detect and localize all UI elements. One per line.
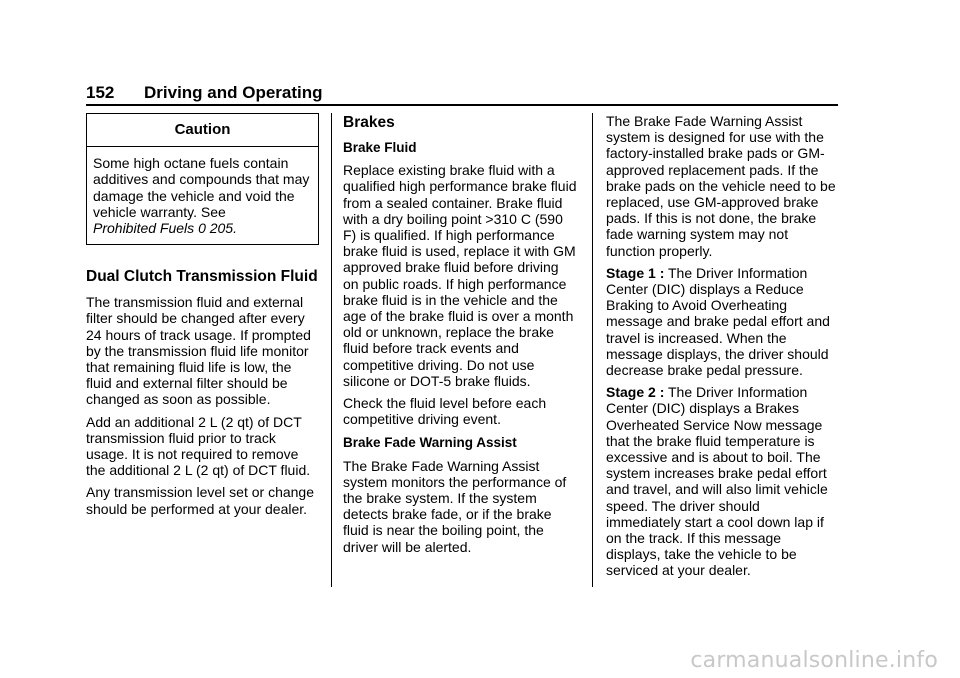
column-divider-2 [592, 113, 593, 587]
column-3 [606, 113, 838, 585]
column-1 [86, 113, 319, 523]
page-reference: 0 205. [198, 220, 237, 237]
brake-fade-subheading: Brake Fade Warning Assist [343, 435, 517, 451]
brake-fluid-subheading: Brake Fluid [343, 140, 417, 155]
paragraph: Replace existing brake fluid with a qualified high performance brake fluid from a sealed container. Brake fluid with a dry boiling point >310 C (590 F) is qualified. If high performance brake fluid is used, replace it with GM approved brake fluid before driving on public roads. If high performance brake fluid is in the vehicle and the age of the brake fluid is over a month old or unknown, replace the brake fluid before track events and competitive driving. Do not use silicone or DOT-5 brake fluids. [343, 162, 577, 389]
paragraph: Add an additional 2 L (2 qt) of DCT transmission fluid prior to track usage. It is not required to remove the additional 2 L (2 qt) of DCT fluid. [86, 413, 311, 479]
caution-text: Some high octane fuels contain additives and compounds that may damage the vehicle and void the vehicle warranty. See [93, 155, 310, 220]
stage-1-text: The Driver Information Center (DIC) displays a Reduce Braking to Avoid Overheating message and brake pedal effort and travel is increased. When the message displays, the driver should decrease brake pedal pressure. [606, 264, 830, 379]
caution-box [86, 113, 319, 245]
paragraph: The Brake Fade Warning Assist system is designed for use with the factory-installed brake pads or GM-approved replacement pads. If the brake pads on the vehicle need to be replaced, use GM-approved brake pads. If this is not done, the brake fade warning system may not function properly. [606, 113, 836, 259]
stage-1-label: Stage 1 : [606, 264, 665, 281]
paragraph: The transmission fluid and external filter should be changed after every 24 hours of track usage. If prompted by the transmission fluid life monitor that remaining fluid life is low, the fluid and external filter should be changed as soon as possible. [86, 294, 311, 408]
stage-2-text: The Driver Information Center (DIC) displays a Brakes Overheated Service Now message that the brake fluid temperature is excessive and is about to boil. The system increases brake pedal effort and travel, and will also limit vehicle speed. The driver should immediately start a cool down lap if on the track. If this message displays, take the vehicle to be serviced at your dealer. [606, 384, 828, 579]
caution-body [87, 147, 318, 244]
stage-1-paragraph [606, 265, 838, 378]
watermark: carmanualsonline.info [690, 648, 938, 673]
prohibited-fuels-link[interactable]: Prohibited Fuels [93, 220, 195, 237]
brakes-heading: Brakes [343, 114, 395, 131]
paragraph: Any transmission level set or change should be performed at your dealer. [86, 484, 314, 517]
paragraph: The Brake Fade Warning Assist system monitors the performance of the brake system. If the system detects brake fade, or if the brake fluid is near the boiling point, the driver will be alerted. [343, 457, 567, 555]
page-header [86, 82, 838, 104]
caution-title: Caution [87, 114, 318, 147]
column-divider-1 [331, 113, 332, 587]
dct-fluid-heading: Dual Clutch Transmission Fluid [86, 268, 318, 286]
paragraph: Check the fluid level before each competitive driving event. [343, 395, 547, 428]
header-rule [86, 104, 838, 106]
section-title: Driving and Operating [144, 83, 323, 102]
stage-2-paragraph [606, 384, 838, 578]
page-number: 152 [86, 83, 115, 102]
column-2 [343, 113, 577, 561]
stage-2-label: Stage 2 : [606, 384, 665, 401]
